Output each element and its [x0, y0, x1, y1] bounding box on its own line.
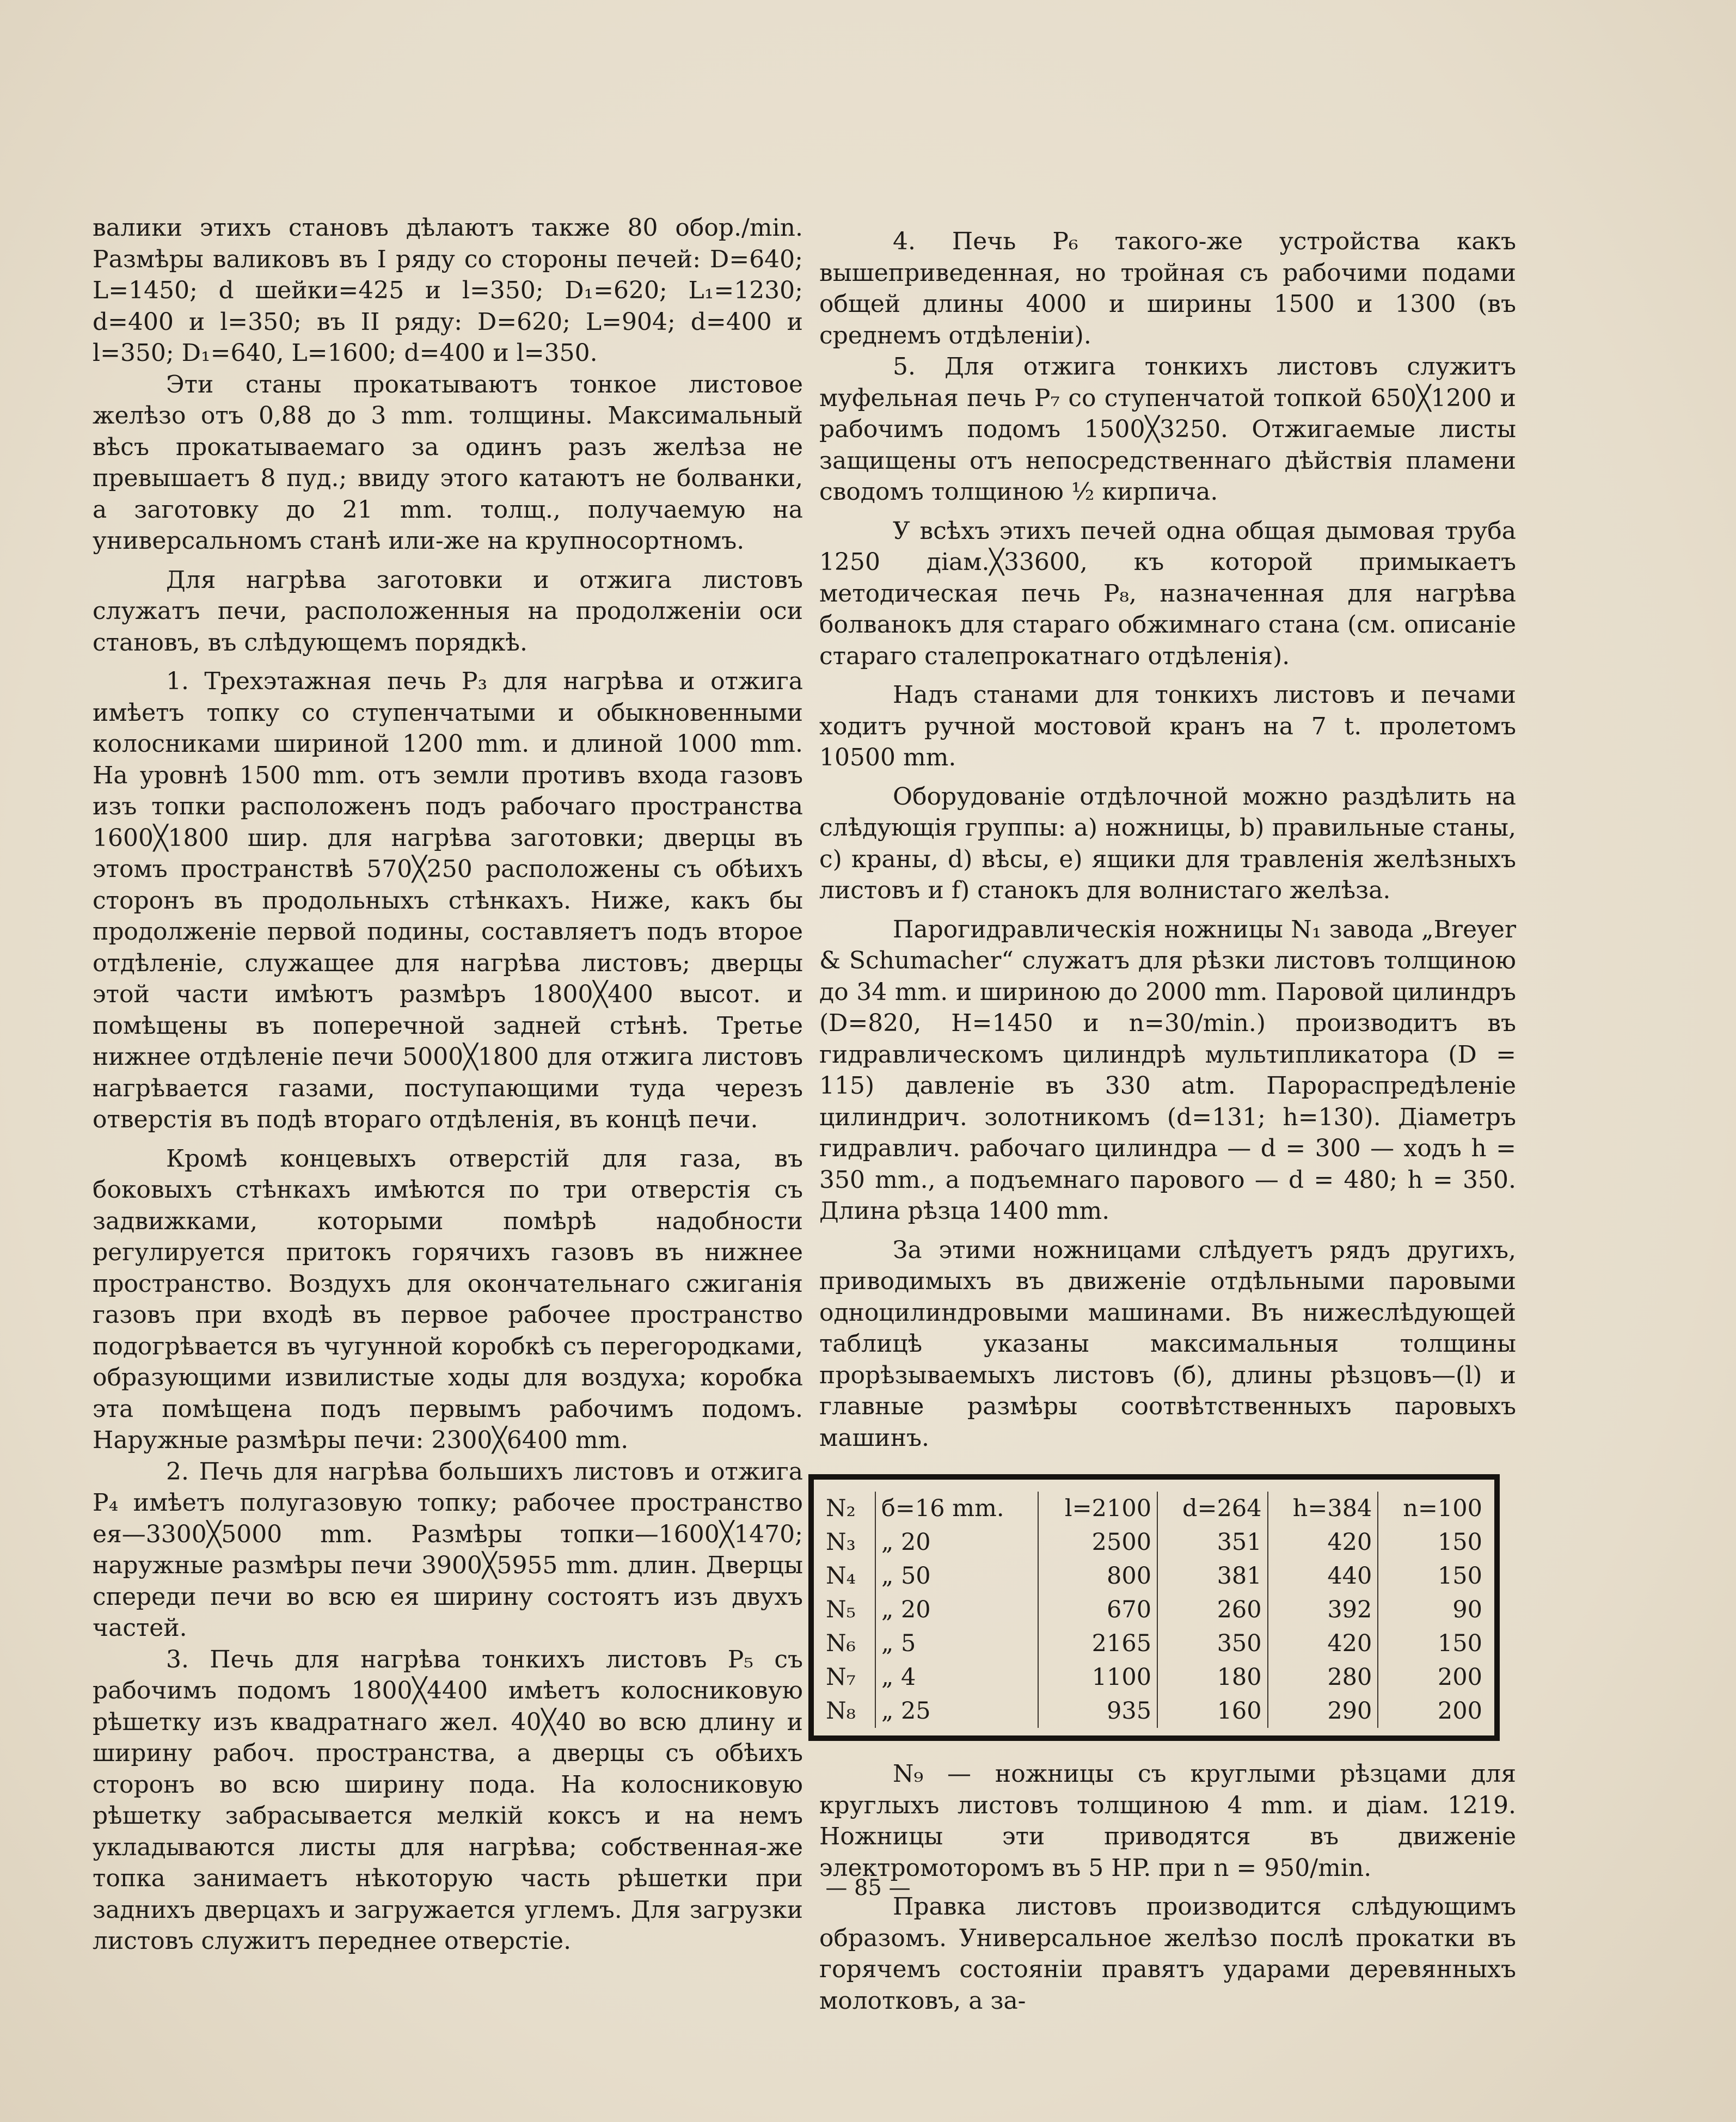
table-cell-n: N₅	[826, 1596, 856, 1623]
table-cell-d: 260	[1157, 1593, 1268, 1627]
table-cell-b: б=16 mm.	[875, 1492, 1038, 1525]
table-cell-d: 180	[1157, 1660, 1268, 1694]
table-cell-l: l=2100	[1038, 1492, 1157, 1525]
table-cell-nn: 150	[1378, 1627, 1488, 1660]
table-cell-h: 420	[1268, 1627, 1378, 1660]
table-row	[820, 1694, 1488, 1728]
table-cell-n: N₃	[826, 1529, 856, 1556]
paragraph: N₉ — ножницы съ круглыми рѣзцами для круглыхъ листовъ толщиною 4 mm. и дiам. 1219. Ножницы эти приводятся въ движенiе электромоторомъ въ 5 HP. при n = 950/min.	[819, 1760, 1516, 1882]
paragraph: Эти станы прокатываютъ тонкое листовое желѣзо отъ 0,88 до 3 mm. толщины. Максимальный вѣсъ прокатываемаго за одинъ разъ желѣза не превышаетъ 8 пуд.; ввиду этого катаютъ не болванки, а заготовку до 21 mm. толщ., получаемую на универсальномъ станѣ или-же на крупносортномъ.	[93, 370, 803, 555]
right-column-text-before-table	[819, 226, 1516, 1453]
table-row	[820, 1525, 1488, 1559]
left-column	[93, 212, 803, 1957]
paragraph: У всѣхъ этихъ печей одна общая дымовая труба 1250 дiам.╳33600, къ которой примыкаетъ методическая печь P₈, назначенная для нагрѣва болванокъ для стараго обжимнаго стана (см. описанiе стараго сталепрокатнаго отдѣленiя).	[819, 517, 1516, 670]
table-cell-d: 350	[1157, 1627, 1268, 1660]
table-cell-nn: 150	[1378, 1559, 1488, 1593]
table-cell-l: 670	[1038, 1593, 1157, 1627]
paragraph: Надъ станами для тонкихъ листовъ и печами ходитъ ручной мостовой кранъ на 7 t. пролетомъ 10500 mm.	[819, 681, 1516, 771]
table-cell-h: 280	[1268, 1660, 1378, 1694]
table-cell-nn: 200	[1378, 1694, 1488, 1728]
paragraph: Правка листовъ производится слѣдующимъ образомъ. Универсальное желѣзо послѣ прокатки въ горячемъ состоянiи правятъ ударами деревянныхъ молотковъ, а за-	[819, 1893, 1516, 2015]
table-cell-d: 381	[1157, 1559, 1268, 1593]
paragraph: За этими ножницами слѣдуетъ рядъ другихъ, приводимыхъ въ движенiе отдѣльными паровыми одноцилиндровыми машинами. Въ нижеслѣдующей таблицѣ указаны максимальныя толщины прорѣзываемыхъ листовъ (б), длины рѣзцовъ—(l) и главные размѣры соотвѣтственныхъ паровыхъ машинъ.	[819, 1236, 1516, 1452]
table-cell-d: d=264	[1157, 1492, 1268, 1525]
table-cell-b: „ 25	[875, 1694, 1038, 1728]
table-cell-h: 420	[1268, 1525, 1378, 1559]
table-row	[820, 1492, 1488, 1525]
table-row	[820, 1593, 1488, 1627]
right-column	[819, 226, 1516, 2016]
table-cell-l: 1100	[1038, 1660, 1157, 1694]
table-cell-h: h=384	[1268, 1492, 1378, 1525]
paragraph: 4. Печь P₆ такого-же устройства какъ вышеприведенная, но тройная съ рабочими подами общей длины 4000 и ширины 1500 и 1300 (въ среднемъ отдѣленiи).	[819, 228, 1516, 349]
table-cell-nn: 200	[1378, 1660, 1488, 1694]
shears-table	[808, 1474, 1500, 1741]
table-cell-l: 2500	[1038, 1525, 1157, 1559]
paragraph: 3. Печь для нагрѣва тонкихъ листовъ P₅ съ рабочимъ подомъ 1800╳4400 имѣетъ колосниковую рѣшетку изъ квадратнаго жел. 40╳40 во всю длину и ширину рабоч. пространства, а дверцы съ обѣихъ сторонъ во всю ширину пода. На колосниковую рѣшетку забрасывается мелкiй коксъ и на немъ укладываются листы для нагрѣва; собственная-же топка занимаетъ нѣкоторую часть рѣшетки при заднихъ дверцахъ и загружается углемъ. Для загрузки листовъ служитъ переднее отверстiе.	[93, 1645, 803, 1955]
paragraph: 1. Трехэтажная печь P₃ для нагрѣва и отжига имѣетъ топку со ступенчатыми и обыкновенными колосниками шириной 1200 mm. и длиной 1000 mm. На уровнѣ 1500 mm. отъ земли противъ входа газовъ изъ топки расположенъ подъ рабочаго пространства 1600╳1800 шир. для нагрѣва заготовки; дверцы въ этомъ пространствѣ 570╳250 расположены съ обѣихъ сторонъ въ продольныхъ стѣнкахъ. Ниже, какъ бы продолженiе первой подины, составляетъ подъ второе отдѣленiе, служащее для нагрѣва листовъ; дверцы этой части имѣютъ размѣръ 1800╳400 высот. и помѣщены въ поперечной задней стѣнѣ. Третье нижнее отдѣленiе печи 5000╳1800 для отжига листовъ нагрѣвается газами, поступающими туда черезъ отверстiя въ подѣ втораго отдѣленiя, въ концѣ печи.	[93, 667, 803, 1133]
table-cell-l: 2165	[1038, 1627, 1157, 1660]
table-cell-b: „ 20	[875, 1525, 1038, 1559]
table-cell-d: 351	[1157, 1525, 1268, 1559]
page-number: — 85 —	[825, 1875, 911, 1900]
table-cell-h: 440	[1268, 1559, 1378, 1593]
table-cell-n: N₄	[826, 1562, 856, 1590]
table-cell-b: „ 5	[875, 1627, 1038, 1660]
table-row	[820, 1559, 1488, 1593]
table-cell-nn: 90	[1378, 1593, 1488, 1627]
paragraph: валики этихъ становъ дѣлаютъ также 80 обор./min. Размѣры валиковъ въ I ряду со стороны печей: D=640; L=1450; d шейки=425 и l=350; D₁=620; L₁=1230; d=400 и l=350; въ II ряду: D=620; L=904; d=400 и l=350; D₁=640, L=1600; d=400 и l=350.	[93, 214, 803, 367]
paragraph: Кромѣ концевыхъ отверстiй для газа, въ боковыхъ стѣнкахъ имѣются по три отверстiя съ задвижками, которыми помѣрѣ надобности регулируется притокъ горячихъ газовъ въ нижнее пространство. Воздухъ для окончательнаго сжиганiя газовъ при входѣ въ первое рабочее пространство подогрѣвается въ чугунной коробкѣ съ перегородками, образующими извилистые ходы для воздуха; коробка эта помѣщена подъ первымъ рабочимъ подомъ. Наружные размѣры печи: 2300╳6400 mm.	[93, 1144, 803, 1454]
table-cell-h: 290	[1268, 1694, 1378, 1728]
table-cell-n: N₆	[826, 1630, 856, 1657]
table-cell-l: 800	[1038, 1559, 1157, 1593]
table-cell-b: „ 20	[875, 1593, 1038, 1627]
table-cell-n: N₈	[826, 1697, 856, 1725]
table-cell-d: 160	[1157, 1694, 1268, 1728]
paragraph: 5. Для отжига тонкихъ листовъ служитъ муфельная печь P₇ со ступенчатой топкой 650╳1200 и рабочимъ подомъ 1500╳3250. Отжигаемые листы защищены отъ непосредственнаго дѣйствiя пламени сводомъ толщиною ½ кирпича.	[819, 353, 1516, 506]
table-cell-nn: n=100	[1378, 1492, 1488, 1525]
paragraph: Парогидравлическiя ножницы N₁ завода „Breyer & Schumacher“ служатъ для рѣзки листовъ толщиною до 34 mm. и шириною до 2000 mm. Паровой цилиндръ (D=820, H=1450 и n=30/min.) производитъ въ гидравлическомъ цилиндрѣ мультипликатора (D = 115) давленiе въ 330 atm. Парораспредѣленiе цилиндрич. золотникомъ (d=131; h=130). Дiаметръ гидравлич. рабочаго цилиндра — d = 300 — ходъ h = 350 mm., а подъемнаго парового — d = 480; h = 350. Длина рѣзца 1400 mm.	[819, 915, 1516, 1225]
table-cell-b: „ 50	[875, 1559, 1038, 1593]
paragraph: 2. Печь для нагрѣва большихъ листовъ и отжига P₄ имѣетъ полугазовую топку; рабочее пространство ея—3300╳5000 mm. Размѣры топки—1600╳1470; наружные размѣры печи 3900╳5955 mm. длин. Дверцы спереди печи во всю ея ширину состоятъ изъ двухъ частей.	[93, 1457, 803, 1642]
table-row	[820, 1660, 1488, 1694]
table-cell-n: N₇	[826, 1664, 856, 1691]
shears-table-body	[820, 1492, 1488, 1728]
paragraph: Оборудованiе отдѣлочной можно раздѣлить на слѣдующiя группы: a) ножницы, b) правильные станы, c) краны, d) вѣсы, e) ящики для травленiя желѣзныхъ листовъ и f) станокъ для волнистаго желѣза.	[819, 782, 1516, 904]
table-cell-nn: 150	[1378, 1525, 1488, 1559]
table-cell-n: N₂	[826, 1495, 856, 1522]
table-row	[820, 1627, 1488, 1660]
paragraph: Для нагрѣва заготовки и отжига листовъ служатъ печи, расположенныя на продолженiи оси становъ, въ слѣдующемъ порядкѣ.	[93, 566, 803, 657]
table-cell-h: 392	[1268, 1593, 1378, 1627]
table-cell-l: 935	[1038, 1694, 1157, 1728]
table-cell-b: „ 4	[875, 1660, 1038, 1694]
